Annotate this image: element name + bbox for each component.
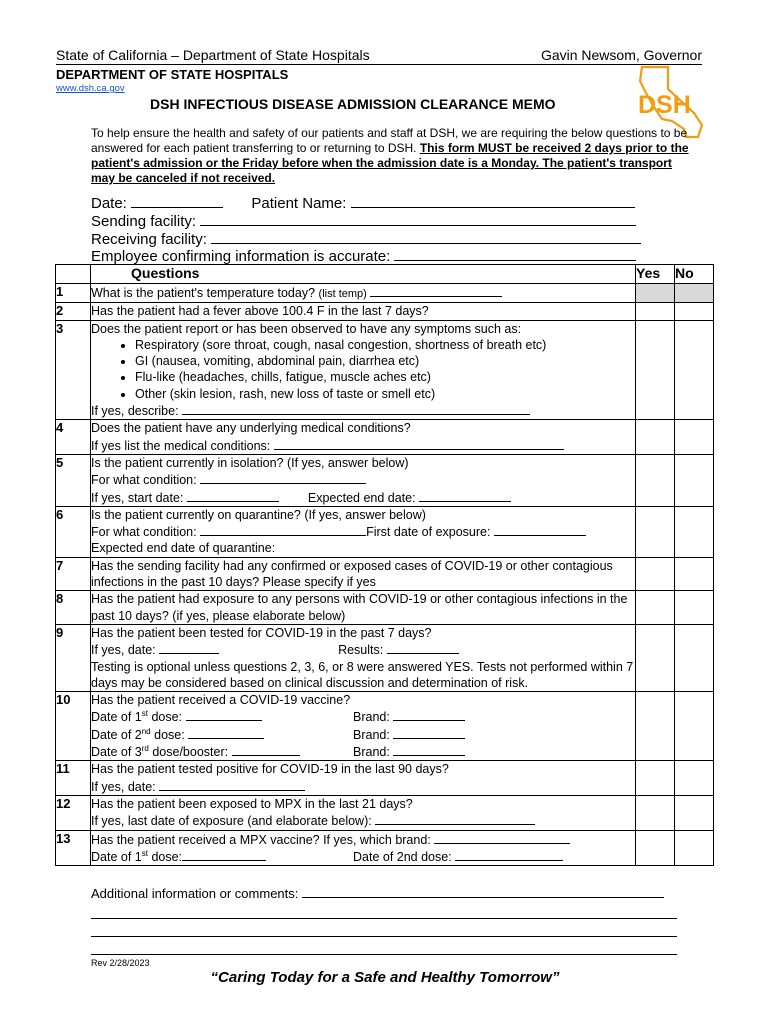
question-number: 3 [56,320,91,420]
testing-note: Testing is optional unless questions 2, 3, 6, or 8 were answered YES. Tests not performed within 7 days may be considered based on clinical discussion and determination of risk. [91,659,634,690]
table-row [56,420,714,455]
question-number: 10 [56,692,91,761]
questions-column-header: Questions [91,265,636,284]
questions-table [55,264,714,866]
brand2-label: Brand: [353,727,390,742]
sending-facility-input-line[interactable] [200,212,636,226]
question-10-text: Has the patient received a COVID-19 vaccine? [91,693,351,708]
logo-text: DSH [638,91,691,119]
date-input-line[interactable] [131,194,223,208]
question-text [91,624,636,691]
question-number: 2 [56,303,91,320]
question-11-text: Has the patient tested positive for COVID-19 in the last 90 days? [91,762,449,777]
question-number: 6 [56,506,91,557]
exposure-date-input-line[interactable] [494,523,586,536]
list-item: • Flu-like (headaches, chills, fatigue, muscle aches etc) [135,369,635,385]
mpx-dose1-suffix: st [141,848,148,858]
table-row [56,795,714,830]
question-text [91,830,636,866]
isolation-end-input-line[interactable] [419,489,511,502]
yes-checkbox[interactable] [636,320,675,420]
brand3-input-line[interactable] [393,743,465,756]
mpx-dose2-label: Date of 2nd dose: [353,849,452,864]
yes-checkbox[interactable] [636,830,675,866]
question-text [91,420,636,455]
conditions-input-line[interactable] [274,437,564,450]
describe-label: If yes, describe: [91,404,179,419]
dose3-label-end: dose/booster: [148,745,229,760]
yes-checkbox[interactable] [636,557,675,591]
question-number: 1 [56,284,91,303]
no-checkbox[interactable] [675,506,714,557]
no-checkbox[interactable] [675,320,714,420]
question-1-text: What is the patient's temperature today? [91,286,316,300]
yes-checkbox[interactable] [636,624,675,691]
intro-paragraph [91,126,691,186]
table-row [56,761,714,796]
temperature-input-line[interactable] [370,284,502,297]
question-2-text: Has the patient had a fever above 100.4 F in the last 7 days? [91,303,636,320]
positive-date-input-line[interactable] [159,778,305,791]
mpx-dose1-label-end: dose: [147,849,183,864]
additional-comments [91,884,677,959]
dose2-label: Date of 2 [91,727,142,742]
additional-comments-label: Additional information or comments: [91,886,299,901]
yes-checkbox[interactable] [636,591,675,625]
no-cell [675,284,714,303]
no-checkbox[interactable] [675,557,714,591]
test-date-input-line[interactable] [159,641,219,654]
comments-line-2[interactable] [91,905,677,919]
brand2-input-line[interactable] [393,726,465,739]
yes-column-header: Yes [636,265,675,284]
question-5-text: Is the patient currently in isolation? (If yes, answer below) [91,455,409,470]
yes-checkbox[interactable] [636,303,675,320]
table-header-row [56,265,714,284]
mpx-exposure-label: If yes, last date of exposure (and elaborate below): [91,814,372,829]
no-checkbox[interactable] [675,830,714,866]
list-item: • Other (skin lesion, rash, new loss of taste or smell etc) [135,386,635,402]
dose1-date-input-line[interactable] [186,708,262,721]
receiving-facility-label: Receiving facility: [91,231,207,248]
isolation-start-label: If yes, start date: [91,490,184,505]
table-row [56,692,714,761]
quarantine-condition-label: For what condition: [91,525,197,540]
patient-name-input-line[interactable] [351,194,635,208]
receiving-facility-input-line[interactable] [211,230,641,244]
header-governor: Gavin Newsom, Governor [540,47,702,63]
isolation-end-label: Expected end date: [307,490,416,505]
quarantine-end-label: Expected end date of quarantine: [91,541,276,556]
number-column-header [56,265,91,284]
question-text [91,284,636,303]
employee-confirm-input-line[interactable] [394,247,636,261]
question-number: 4 [56,420,91,455]
table-row [56,284,714,303]
dose2-suffix: nd [141,726,151,736]
test-date-label: If yes, date: [91,643,156,658]
dose3-suffix: rd [141,743,149,753]
table-row [56,506,714,557]
comments-line-3[interactable] [91,923,677,937]
question-number: 8 [56,591,91,625]
revision-date: Rev 2/28/2023 [91,958,150,968]
yes-checkbox[interactable] [636,506,675,557]
symptom-list [91,337,635,402]
no-column-header: No [675,265,714,284]
dose3-date-input-line[interactable] [232,743,300,756]
mpx-exposure-input-line[interactable] [375,812,535,825]
question-text [91,795,636,830]
question-7-text: Has the sending facility had any confirmed or exposed cases of COVID-19 or other contagious infections in the past 10 days? Please specify if yes [91,557,636,591]
table-row [56,454,714,506]
quarantine-condition-input-line[interactable] [200,523,366,536]
dose1-label-end: dose: [147,710,183,725]
mpx-dose1-label: Date of 1 [91,849,142,864]
question-number: 5 [56,454,91,506]
positive-date-label: If yes, date: [91,779,156,794]
yes-checkbox[interactable] [636,795,675,830]
question-1-note: (list temp) [318,288,367,300]
sending-facility-label: Sending facility: [91,213,197,230]
question-4-text: Does the patient have any underlying medical conditions? [91,421,411,436]
question-8-text: Has the patient had exposure to any persons with COVID-19 or other contagious infections in the past 10 days? (if yes, please elaborate below) [91,591,636,625]
no-checkbox[interactable] [675,591,714,625]
question-text [91,454,636,506]
question-number: 13 [56,830,91,866]
patient-name-label: Patient Name: [251,195,347,212]
table-row [56,591,714,625]
question-number: 7 [56,557,91,591]
table-row [56,557,714,591]
question-text [91,506,636,557]
dose2-date-input-line[interactable] [188,726,264,739]
yes-checkbox[interactable] [636,454,675,506]
yes-checkbox[interactable] [636,420,675,455]
exposure-date-label: First date of exposure: [366,525,491,540]
dose1-suffix: st [141,709,148,719]
table-row [56,624,714,691]
question-13-text: Has the patient received a MPX vaccine? If yes, which brand: [91,832,431,847]
question-text [91,320,636,420]
question-number: 9 [56,624,91,691]
no-checkbox[interactable] [675,303,714,320]
list-item: • GI (nausea, vomiting, abdominal pain, diarrhea etc) [135,353,635,369]
table-row [56,320,714,420]
no-checkbox[interactable] [675,761,714,796]
isolation-condition-input-line[interactable] [200,471,366,484]
question-text [91,692,636,761]
dose3-label: Date of 3 [91,745,142,760]
question-9-text: Has the patient been tested for COVID-19 in the past 7 days? [91,625,432,640]
question-3-text: Does the patient report or has been observed to have any symptoms such as: [91,321,522,336]
page-title: DSH INFECTIOUS DISEASE ADMISSION CLEARANCE MEMO [150,96,556,112]
list-item: • Respiratory (sore throat, cough, nasal congestion, shortness of breath etc) [135,337,635,353]
question-12-text: Has the patient been exposed to MPX in the last 21 days? [91,796,413,811]
header-divider [56,64,702,65]
brand1-label: Brand: [353,710,390,725]
date-row [91,194,635,213]
employee-confirm-label: Employee confirming information is accurate: [91,248,391,265]
isolation-start-input-line[interactable] [187,489,279,502]
brand1-input-line[interactable] [393,708,465,721]
question-number: 12 [56,795,91,830]
conditions-label: If yes list the medical conditions: [91,438,271,453]
department-name: DEPARTMENT OF STATE HOSPITALS [56,67,289,82]
results-label: Results: [338,643,384,658]
dose2-label-end: dose: [150,727,185,742]
table-row [56,830,714,866]
table-row [56,303,714,320]
isolation-condition-label: For what condition: [91,473,197,488]
yes-checkbox[interactable] [636,692,675,761]
question-number: 11 [56,761,91,796]
mpx-dose1-input-line[interactable] [182,848,266,861]
question-6-text: Is the patient currently on quarantine? (If yes, answer below) [91,507,426,522]
comments-line-1[interactable] [302,885,664,898]
no-checkbox[interactable] [675,454,714,506]
no-checkbox[interactable] [675,692,714,761]
intro-emphasis: This form MUST be received 2 days prior to the patient's admission or the Friday before when the admission date is a Monday. The patient's transport may be canceled if not received. [91,141,689,185]
comments-line-4[interactable] [91,941,677,955]
footer-slogan: “Caring Today for a Safe and Healthy Tomorrow” [210,969,560,986]
yes-cell [636,284,675,303]
describe-input-line[interactable] [182,402,530,415]
website-link[interactable]: www.dsh.ca.gov [56,83,125,94]
no-checkbox[interactable] [675,420,714,455]
mpx-brand-input-line[interactable] [434,831,570,844]
brand3-label: Brand: [353,745,390,760]
date-label: Date: [91,195,127,212]
header-agency: State of California – Department of State Hospitals [56,47,370,63]
mpx-dose2-input-line[interactable] [455,848,563,861]
no-checkbox[interactable] [675,624,714,691]
results-input-line[interactable] [387,641,459,654]
question-text [91,761,636,796]
yes-checkbox[interactable] [636,761,675,796]
no-checkbox[interactable] [675,795,714,830]
intro-text: To help ensure the health and safety of our patients and staff at DSH, we are requiring the below questions to be answered for each patient transferring to or returning to DSH. [91,126,688,155]
sending-row [91,212,636,231]
dose1-label: Date of 1 [91,710,142,725]
